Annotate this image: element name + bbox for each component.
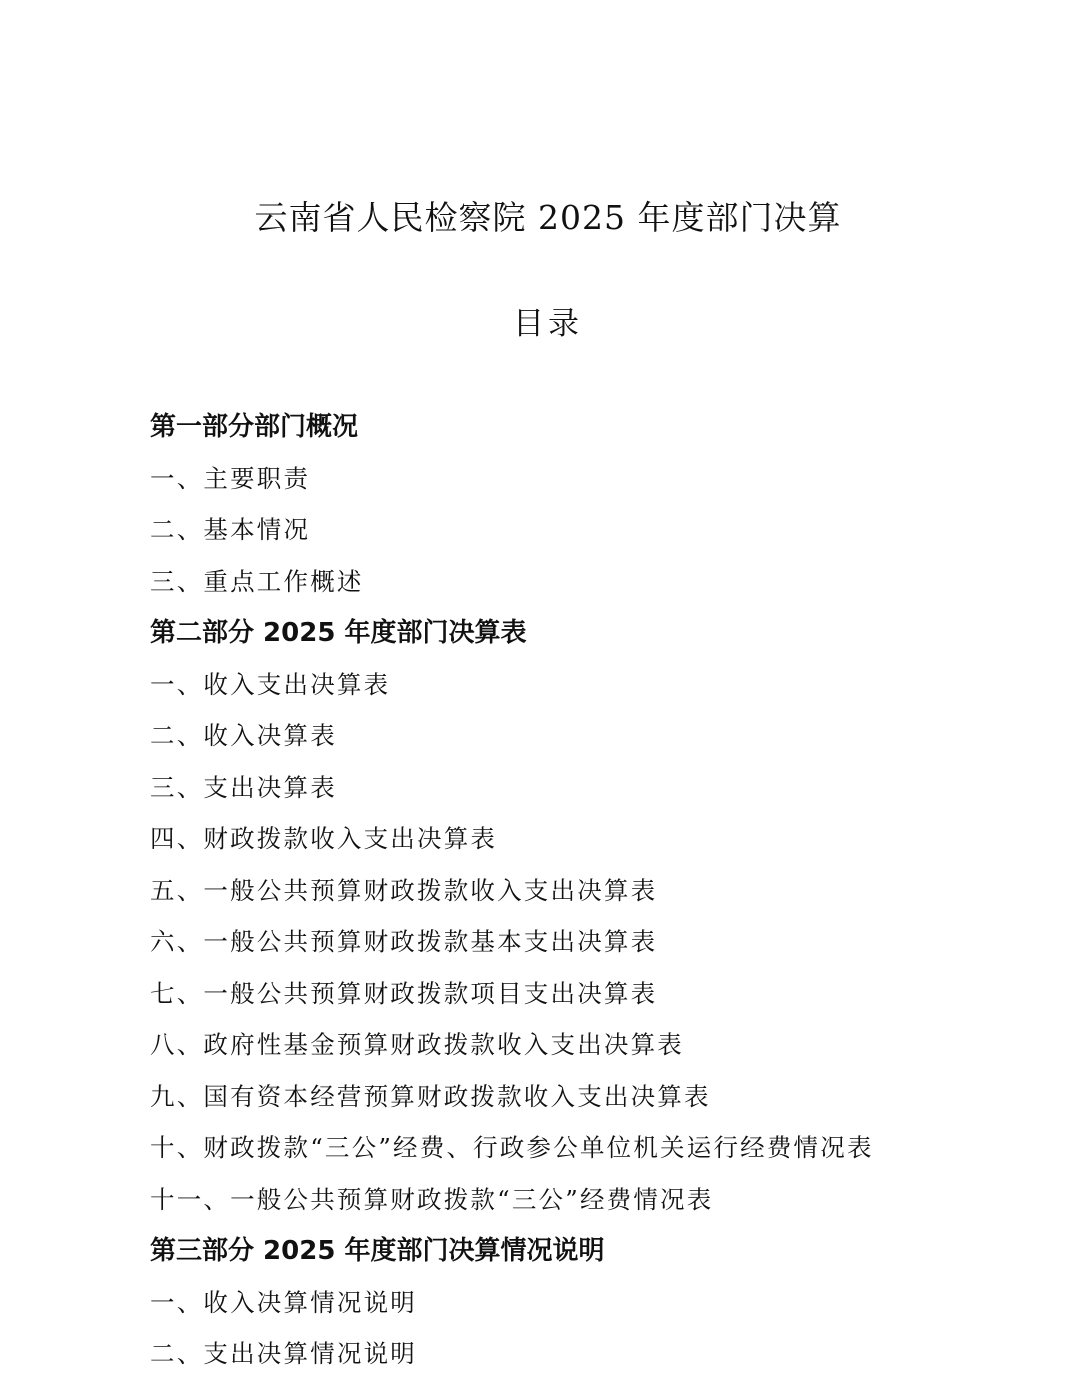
toc-entry: 二、支出决算情况说明 xyxy=(150,1339,417,1368)
toc-section: 第二部分 2025 年度部门决算表 xyxy=(150,618,527,648)
toc-entry: 六、一般公共预算财政拨款基本支出决算表 xyxy=(150,927,658,956)
toc-entry: 七、一般公共预算财政拨款项目支出决算表 xyxy=(150,978,658,1008)
toc-entry: 十一、一般公共预算财政拨款“三公”经费情况表 xyxy=(150,1184,714,1214)
toc-entry: 九、国有资本经营预算财政拨款收入支出决算表 xyxy=(150,1081,711,1111)
toc-section: 第一部分部门概况 xyxy=(150,412,359,442)
toc-entry: 一、收入支出决算表 xyxy=(150,669,391,699)
toc-entry: 三、支出决算表 xyxy=(150,772,337,802)
toc-heading: 目录 xyxy=(513,306,583,342)
toc-section: 第三部分 2025 年度部门决算情况说明 xyxy=(150,1236,605,1266)
toc-entry: 二、收入决算表 xyxy=(150,721,337,750)
document-title: 云南省人民检察院 2025 年度部门决算 xyxy=(254,198,842,237)
toc-entry: 三、重点工作概述 xyxy=(150,566,364,596)
toc-entry: 五、一般公共预算财政拨款收入支出决算表 xyxy=(150,875,658,905)
toc-entry: 四、财政拨款收入支出决算表 xyxy=(150,824,498,853)
toc-entry: 一、主要职责 xyxy=(150,463,311,493)
toc-entry: 八、政府性基金预算财政拨款收入支出决算表 xyxy=(150,1030,684,1059)
table-of-contents xyxy=(150,407,1050,1386)
toc-entry: 十、财政拨款“三公”经费、行政参公单位机关运行经费情况表 xyxy=(150,1133,874,1162)
toc-entry: 一、收入决算情况说明 xyxy=(150,1287,417,1317)
toc-entry: 二、基本情况 xyxy=(150,515,311,544)
